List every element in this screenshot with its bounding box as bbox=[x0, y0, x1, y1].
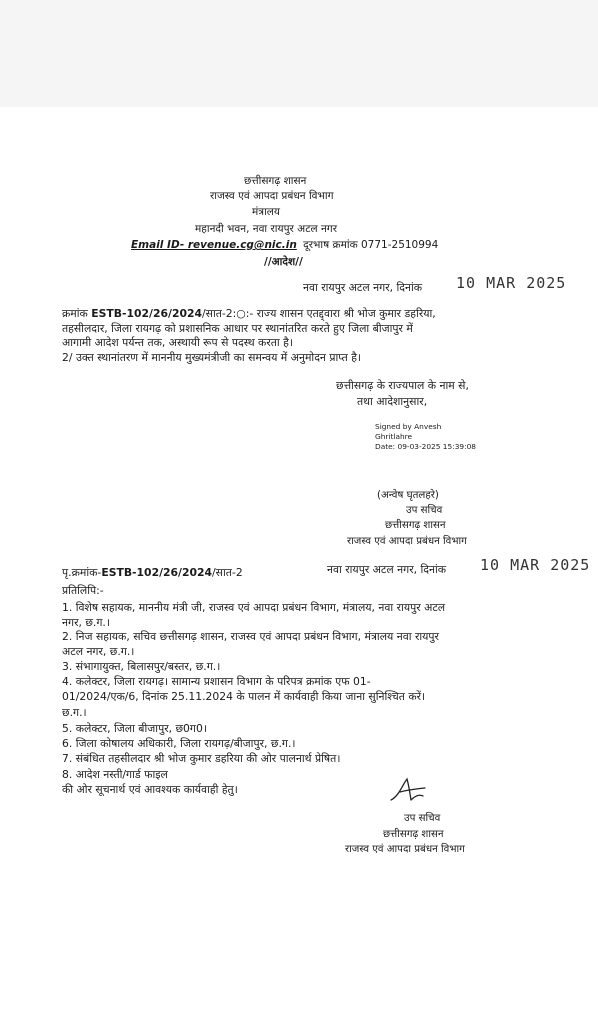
order-number-prefix: क्रमांक bbox=[62, 307, 88, 320]
header-contact bbox=[131, 238, 438, 252]
order-place-date-label: नवा रायपुर अटल नगर, दिनांक bbox=[303, 281, 423, 294]
copy-item-4-cont-2: छ.ग.। bbox=[62, 706, 87, 719]
header-address: महानदी भवन, नवा रायपुर अटल नगर bbox=[195, 223, 337, 235]
copy-item-2-cont: अटल नगर, छ.ग.। bbox=[62, 645, 135, 658]
order-line-2: तहसीलदार, जिला रायगढ़ को प्रशासनिक आधार पर स्थानांतरित करते हुए जिला बीजापुर में bbox=[62, 322, 413, 335]
authority-line-1: छत्तीसगढ़ के राज्यपाल के नाम से, bbox=[336, 379, 469, 392]
copy-item-5: 5. कलेक्टर, जिला बीजापुर, छ0ग0। bbox=[62, 722, 207, 735]
endorsement-date-stamp: 10 MAR 2025 bbox=[480, 556, 591, 574]
copy-item-4-cont: 01/2024/एक/6, दिनांक 25.11.2024 के पालन में कार्यवाही किया जाना सुनिश्चित करें। bbox=[62, 690, 426, 703]
endorsement-place-date-label: नवा रायपुर अटल नगर, दिनांक bbox=[327, 563, 447, 576]
copy-item-6: 6. जिला कोषालय अधिकारी, जिला रायगढ़/बीजापुर, छ.ग.। bbox=[62, 737, 296, 750]
header-department: राजस्व एवं आपदा प्रबंधन विभाग bbox=[210, 190, 334, 202]
copy-item-1: 1. विशेष सहायक, माननीय मंत्री जी, राजस्व एवं आपदा प्रबंधन विभाग, मंत्रालय, नवा रायपुर अटल bbox=[62, 601, 446, 614]
endorsement-designation: उप सचिव bbox=[404, 813, 441, 824]
copy-item-7: 7. संबंधित तहसीलदार श्री भोज कुमार डहरिया की ओर पालनार्थ प्रेषित। bbox=[62, 752, 341, 765]
order-line-1 bbox=[62, 307, 436, 320]
endorsement-org-2: राजस्व एवं आपदा प्रबंधन विभाग bbox=[345, 844, 465, 855]
order-para-2: 2/ उक्त स्थानांतरण में माननीय मुख्यमंत्रीजी का समन्वय में अनुमोदन प्राप्त है। bbox=[62, 351, 362, 364]
copy-item-3: 3. संभागायुक्त, बिलासपुर/बस्तर, छ.ग.। bbox=[62, 660, 221, 673]
copy-item-4: 4. कलेक्टर, जिला रायगढ़। सामान्य प्रशासन विभाग के परिपत्र क्रमांक एफ 01- bbox=[62, 675, 371, 688]
order-date-stamp: 10 MAR 2025 bbox=[456, 274, 567, 292]
officer-name: (अन्वेष घृतलहरे) bbox=[377, 490, 439, 501]
closing-line: की ओर सूचनार्थ एवं आवश्यक कार्यवाही हेतु। bbox=[62, 783, 238, 796]
copy-label: प्रतिलिपि:- bbox=[62, 584, 104, 597]
endorsement-number-suffix: /सात-2 bbox=[212, 566, 243, 579]
copy-item-2: 2. निज सहायक, सचिव छत्तीसगढ़ शासन, राजस्व एवं आपदा प्रबंधन विभाग, मंत्रालय नवा रायपुर bbox=[62, 630, 439, 643]
officer-org-1: छत्तीसगढ़ शासन bbox=[385, 520, 446, 531]
order-title: //आदेश// bbox=[264, 256, 303, 268]
signed-date: Date: 09-03-2025 15:39:08 bbox=[375, 442, 476, 451]
header-phone: दूरभाष क्रमांक 0771-2510994 bbox=[303, 239, 439, 251]
endorsement-number-prefix: पृ.क्रमांक- bbox=[62, 566, 102, 579]
endorsement-number: ESTB-102/26/2024 bbox=[101, 566, 213, 579]
handwritten-signature bbox=[385, 776, 433, 806]
endorsement-number-line bbox=[62, 566, 243, 579]
header-email: Email ID- revenue.cg@nic.in bbox=[131, 239, 297, 251]
order-line-1-text: /सात-2:○:- राज्य शासन एतद्द्वारा श्री भोज कुमार डहरिया, bbox=[202, 307, 436, 320]
copy-item-1-cont: नगर, छ.ग.। bbox=[62, 616, 110, 629]
officer-org-2: राजस्व एवं आपदा प्रबंधन विभाग bbox=[347, 536, 467, 547]
authority-line-2: तथा आदेशानुसार, bbox=[357, 395, 428, 408]
signed-by: Signed by Anvesh bbox=[375, 422, 442, 431]
header-ministry: मंत्रालय bbox=[252, 206, 281, 218]
order-line-3: आगामी आदेश पर्यन्त तक, अस्थायी रूप से पदस्थ करता है। bbox=[62, 336, 293, 349]
top-margin-band bbox=[0, 0, 598, 107]
copy-item-8: 8. आदेश नस्ती/गार्ड फाइल bbox=[62, 768, 168, 781]
officer-designation: उप सचिव bbox=[406, 505, 443, 516]
signed-by-surname: Ghritlahre bbox=[375, 432, 413, 441]
order-number: ESTB-102/26/2024 bbox=[91, 307, 203, 320]
endorsement-org-1: छत्तीसगढ़ शासन bbox=[383, 829, 444, 840]
digital-signature-block bbox=[375, 422, 476, 452]
header-government: छत्तीसगढ़ शासन bbox=[244, 175, 307, 187]
